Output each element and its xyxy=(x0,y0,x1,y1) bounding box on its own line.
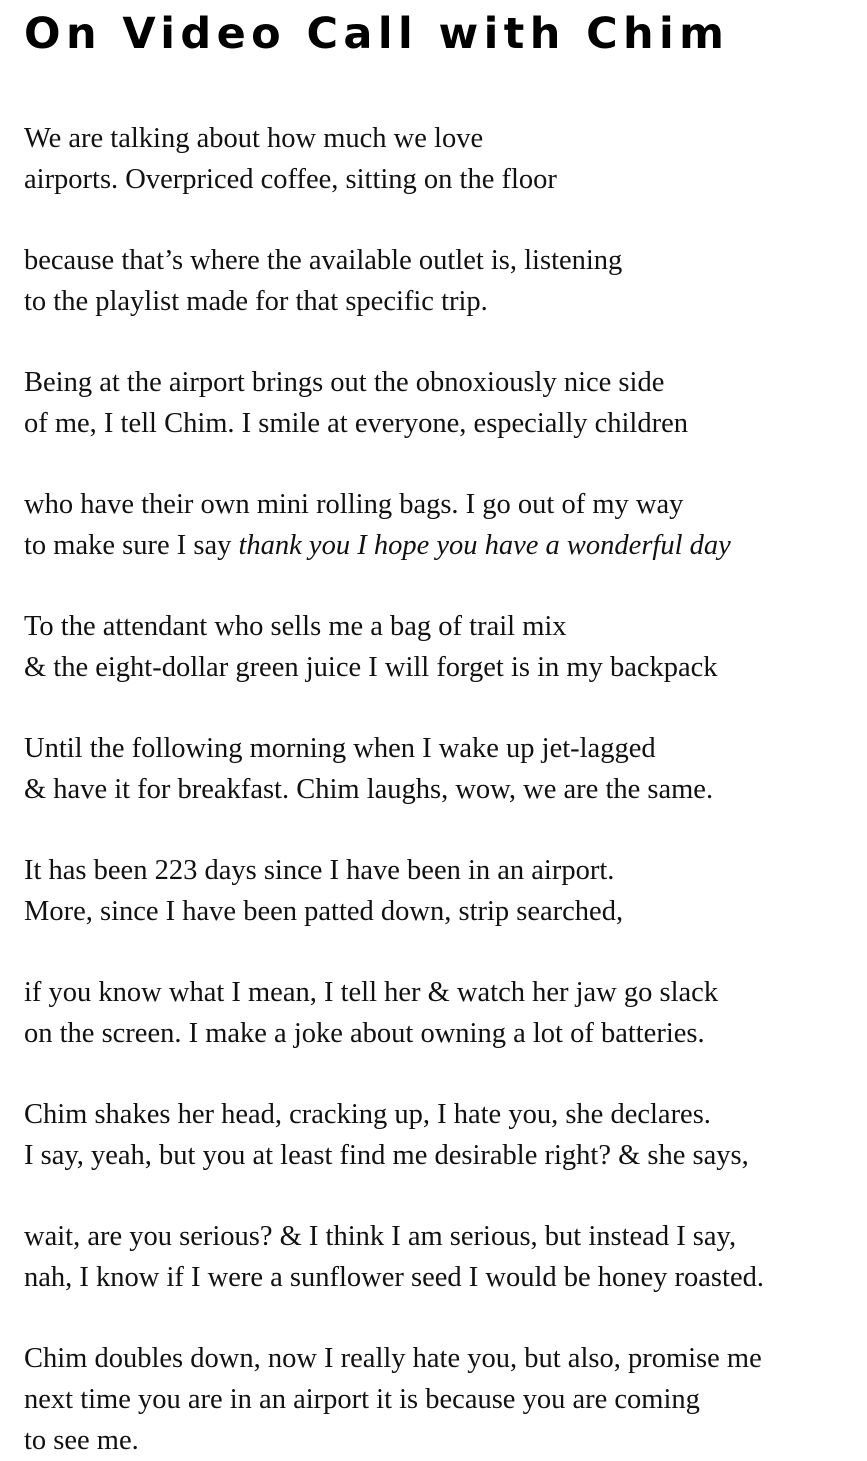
poem-line: if you know what I mean, I tell her & watch her jaw go slack xyxy=(24,977,719,1008)
poem-line: to see me. xyxy=(24,1425,139,1456)
stanza-4 xyxy=(24,484,867,566)
poem-line: who have their own mini rolling bags. I go out of my way xyxy=(24,489,684,520)
poem-line: of me, I tell Chim. I smile at everyone, especially children xyxy=(24,408,688,439)
stanza-8 xyxy=(24,972,867,1054)
poem-line: next time you are in an airport it is because you are coming xyxy=(24,1384,700,1415)
poem xyxy=(24,0,867,1461)
poem-line: Chim shakes her head, cracking up, I hate you, she declares. xyxy=(24,1099,711,1130)
stanza-3 xyxy=(24,362,867,444)
poem-line: nah, I know if I were a sunflower seed I would be honey roasted. xyxy=(24,1262,764,1293)
italic-phrase: thank you I hope you have a wonderful day xyxy=(238,530,731,561)
poem-title: On Video Call with Chim xyxy=(24,9,730,59)
poem-line: wait, are you serious? & I think I am serious, but instead I say, xyxy=(24,1221,737,1252)
poem-line: Until the following morning when I wake up jet-lagged xyxy=(24,733,656,764)
stanza-2 xyxy=(24,240,867,322)
poem-line: Being at the airport brings out the obnoxiously nice side xyxy=(24,367,665,398)
poem-line: & have it for breakfast. Chim laughs, wow, we are the same. xyxy=(24,774,714,805)
poem-line: & the eight-dollar green juice I will forget is in my backpack xyxy=(24,652,718,683)
stanza-9 xyxy=(24,1094,867,1176)
stanza-5 xyxy=(24,606,867,688)
poem-line: Chim doubles down, now I really hate you, but also, promise me xyxy=(24,1343,762,1374)
stanza-1 xyxy=(24,118,867,200)
stanza-6 xyxy=(24,728,867,810)
stanza-10 xyxy=(24,1216,867,1298)
poem-line: because that’s where the available outlet is, listening xyxy=(24,245,623,276)
poem-line: I say, yeah, but you at least find me desirable right? & she says, xyxy=(24,1140,749,1171)
poem-line: on the screen. I make a joke about owning a lot of batteries. xyxy=(24,1018,705,1049)
poem-line-start: to make sure I say xyxy=(24,530,239,561)
poem-line: to the playlist made for that specific trip. xyxy=(24,286,488,317)
stanza-11 xyxy=(24,1338,867,1461)
stanza-7 xyxy=(24,850,867,932)
poem-line: It has been 223 days since I have been in an airport. xyxy=(24,855,615,886)
poem-line: airports. Overpriced coffee, sitting on the floor xyxy=(24,164,557,195)
poem-line: To the attendant who sells me a bag of trail mix xyxy=(24,611,567,642)
poem-line: We are talking about how much we love xyxy=(24,123,484,154)
poem-line: More, since I have been patted down, strip searched, xyxy=(24,896,624,927)
poem-line xyxy=(24,525,867,566)
